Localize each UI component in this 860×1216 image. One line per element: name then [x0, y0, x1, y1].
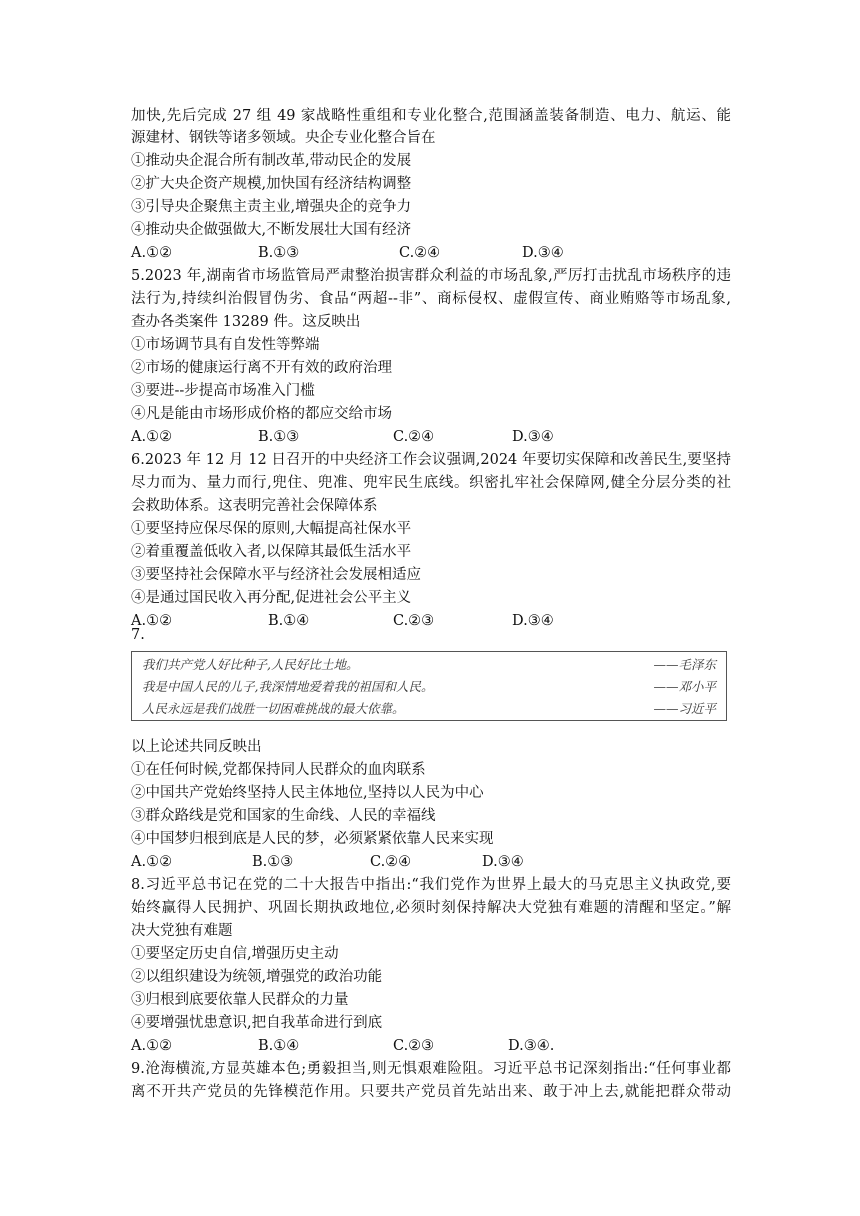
q7-quote-3-author: ——习近平: [653, 701, 716, 716]
q7-quote-1: [142, 655, 716, 675]
q9-stem-line-2: 离不开共产党员的先锋模范作用。只要共产党员首先站出来、敢于冲上去,就能把群众带动: [131, 1084, 731, 1100]
q4-item-1: ①推动央企混合所有制改革,带动民企的发展: [131, 153, 412, 169]
q8-stem-line-2: 始终赢得人民拥护、巩固长期执政地位,必须时刻保持解决大党独有难题的清醒和坚定。”解: [131, 900, 731, 916]
q4-option-a[interactable]: A.①②: [131, 245, 173, 261]
q6-stem-line-2: 尽力而为、量力而行,兜住、兜准、兜牢民生底线。织密扎牢社会保障网,健全分层分类的社: [131, 475, 731, 491]
q7-option-b[interactable]: B.①③: [252, 854, 294, 870]
q7-quote-2-text: 我是中国人民的儿子,我深情地爱着我的祖国和人民。: [142, 679, 434, 694]
q8-item-1: ①要坚定历史自信,增强历史主动: [131, 946, 339, 962]
q6-option-d[interactable]: D.③④: [512, 613, 554, 629]
q7-item-4: ④中国梦归根到底是人民的梦，必须紧紧依靠人民来实现: [131, 831, 494, 847]
q7-quote-2-author: ——邓小平: [653, 679, 716, 694]
q6-item-1: ①要坚持应保尽保的原则,大幅提高社保水平: [131, 521, 412, 537]
q7-item-3: ③群众路线是党和国家的生命线、人民的幸福线: [131, 808, 436, 824]
q5-option-b[interactable]: B.①③: [258, 429, 300, 445]
q7-option-c[interactable]: C.②④: [370, 854, 412, 870]
q5-options: [131, 427, 731, 447]
q4-option-c[interactable]: C.②④: [399, 245, 441, 261]
q4-item-4: ④推动央企做强做大,不断发展壮大国有经济: [131, 222, 412, 238]
q5-option-c[interactable]: C.②④: [393, 429, 435, 445]
q6-item-2: ②着重覆盖低收入者,以保障其最低生活水平: [131, 544, 412, 560]
q5-stem-line-2: 法行为,持续纠治假冒伪劣、食品“两超--非”、商标侵权、虚假宣传、商业贿赂等市场乱象,: [131, 291, 731, 307]
q6-item-3: ③要坚持社会保障水平与经济社会发展相适应: [131, 567, 421, 583]
q5-option-a[interactable]: A.①②: [131, 429, 173, 445]
q8-option-b[interactable]: B.①④: [258, 1038, 300, 1054]
q5-item-3: ③要进--步提高市场准入门槛: [131, 383, 315, 399]
q4-stem-line-2: 源建材、钢铁等诸多领域。央企专业化整合旨在: [131, 130, 436, 146]
q7-number: 7.: [131, 627, 145, 643]
q6-option-c[interactable]: C.②③: [393, 613, 435, 629]
q7-quote-1-text: 我们共产党人好比种子,人民好比土地。: [142, 657, 359, 672]
q8-item-4: ④要增强忧患意识,把自我革命进行到底: [131, 1015, 383, 1031]
q7-quote-3: [142, 699, 716, 719]
q6-option-a[interactable]: A.①②: [131, 613, 173, 629]
q8-item-2: ②以组织建设为统领,增强党的政治功能: [131, 969, 383, 985]
q4-option-d[interactable]: D.③④: [522, 245, 564, 261]
q6-stem-line-1: 6.2023 年 12 月 12 日召开的中央经济工作会议强调,2024 年要切实保障和改善民生,要坚持: [131, 452, 731, 468]
q4-stem-line-1: 加快,先后完成 27 组 49 家战略性重组和专业化整合,范围涵盖装备制造、电力、航运、能: [131, 108, 731, 124]
q6-item-4: ④是通过国民收入再分配,促进社会公平主义: [131, 590, 412, 606]
q6-stem-line-3: 会救助体系。这表明完善社会保障体系: [131, 498, 378, 514]
q4-item-3: ③引导央企聚焦主责主业,增强央企的竞争力: [131, 199, 412, 215]
q8-option-c[interactable]: C.②③: [393, 1038, 435, 1054]
q5-stem-line-1: 5.2023 年,湖南省市场监管局严肃整治损害群众利益的市场乱象,严厉打击扰乱市场秩序的违: [131, 268, 731, 284]
q5-item-1: ①市场调节具有自发性等弊端: [131, 337, 320, 353]
q7-option-d[interactable]: D.③④: [482, 854, 524, 870]
q7-options: [131, 852, 731, 872]
q8-stem-line-1: 8.习近平总书记在党的二十大报告中指出:“我们党作为世界上最大的马克思主义执政党,要: [131, 877, 731, 893]
q8-option-d[interactable]: D.③④.: [508, 1038, 555, 1054]
q7-option-a[interactable]: A.①②: [131, 854, 173, 870]
q5-stem-line-3: 查办各类案件 13289 件。这反映出: [131, 314, 361, 330]
q4-options: [131, 243, 731, 263]
q7-quote-1-author: ——毛泽东: [653, 657, 716, 672]
q8-item-3: ③归根到底要依靠人民群众的力量: [131, 992, 349, 1008]
q5-item-2: ②市场的健康运行离不开有效的政府治理: [131, 360, 392, 376]
q5-option-d[interactable]: D.③④: [512, 429, 554, 445]
q4-option-b[interactable]: B.①③: [258, 245, 300, 261]
q7-quote-box: [131, 651, 727, 721]
q7-stem: 以上论述共同反映出: [131, 739, 262, 755]
q8-options: [131, 1036, 731, 1056]
q7-item-1: ①在任何时候,党都保持同人民群众的血肉联系: [131, 762, 426, 778]
q7-item-2: ②中国共产党始终坚持人民主体地位,坚持以人民为中心: [131, 785, 484, 801]
q8-option-a[interactable]: A.①②: [131, 1038, 173, 1054]
q7-quote-2: [142, 677, 716, 697]
q7-quote-3-text: 人民永远是我们战胜一切困难挑战的最大依靠。: [142, 701, 405, 716]
q6-option-b[interactable]: B.①④: [268, 613, 310, 629]
q4-item-2: ②扩大央企资产规模,加快国有经济结构调整: [131, 176, 412, 192]
q9-stem-line-1: 9.沧海横流,方显英雄本色;勇毅担当,则无惧艰难险阻。习近平总书记深刻指出:“任何事业都: [131, 1061, 731, 1077]
q5-item-4: ④凡是能由市场形成价格的都应交给市场: [131, 406, 392, 422]
q8-stem-line-3: 决大党独有难题: [131, 923, 233, 939]
